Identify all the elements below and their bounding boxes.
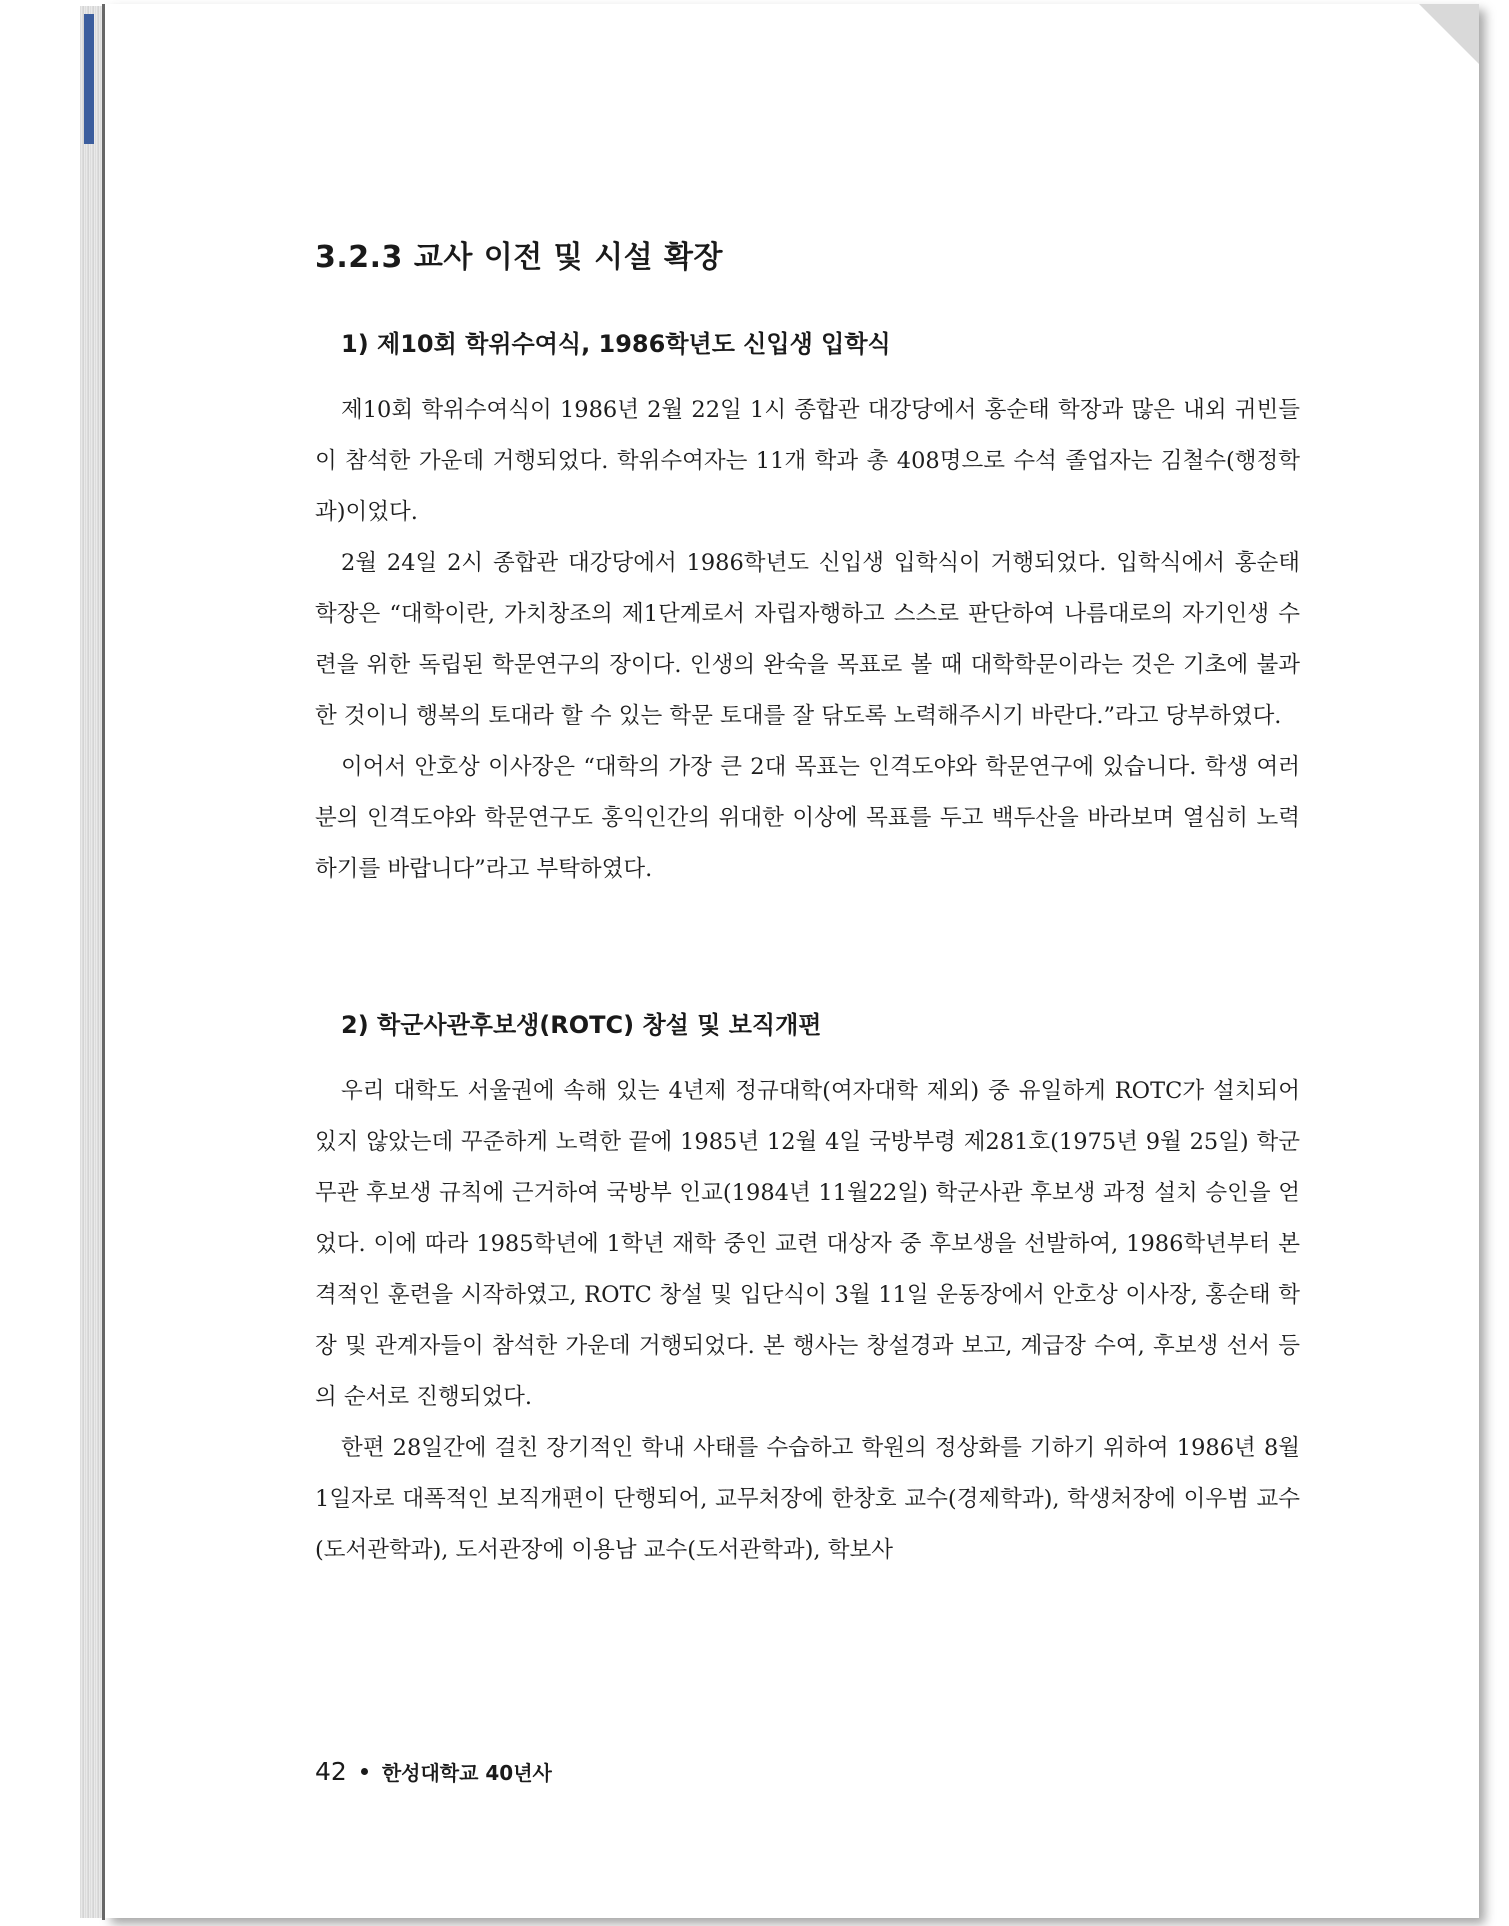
- book-page-edges: [80, 6, 104, 1918]
- book-cover-edge: [84, 14, 94, 144]
- book-title: 한성대학교 40년사: [381, 1761, 552, 1785]
- section-title: 3.2.3 교사 이전 및 시설 확장: [315, 240, 723, 275]
- paragraph: 우리 대학도 서울권에 속해 있는 4년제 정규대학(여자대학 제외) 중 유일하게 ROTC가 설치되어 있지 않았는데 꾸준하게 노력한 끝에 1985년 12월 4일 국방부령 제281호(1975년 9월 25일) 학군무관 후보생 규칙에 근거하여 국방부 인교(1984년 11월22일) 학군사관 후보생 과정 설치 승인을 얻었다. 이에 따라 1985학년에 1학년 재학 중인 교련 대상자 중 후보생을 선발하여, 1986학년부터 본격적인 훈련을 시작하였고, ROTC 창설 및 입단식이 3월 11일 운동장에서 안호상 이사장, 홍순태 학장 및 관계자들이 참석한 가운데 거행되었다. 본 행사는 창설경과 보고, 계급장 수여, 후보생 선서 등의 순서로 진행되었다.: [315, 1078, 1300, 1410]
- paragraph: 한편 28일간에 걸친 장기적인 학내 사태를 수습하고 학원의 정상화를 기하기 위하여 1986년 8월 1일자로 대폭적인 보직개편이 단행되어, 교무처장에 한창호 교수(경제학과), 학생처장에 이우범 교수(도서관학과), 도서관장에 이용남 교수(도서관학과), 학보사: [315, 1435, 1300, 1563]
- subsection-heading-1: 1) 제10회 학위수여식, 1986학년도 신입생 입학식: [341, 330, 891, 358]
- page-footer: [315, 1757, 552, 1786]
- page-number: 42: [315, 1757, 347, 1786]
- page-corner: [1419, 4, 1479, 64]
- paragraph: 2월 24일 2시 종합관 대강당에서 1986학년도 신입생 입학식이 거행되었다. 입학식에서 홍순태 학장은 “대학이란, 가치창조의 제1단계로서 자립자행하고 스스로 판단하여 나름대로의 자기인생 수련을 위한 독립된 학문연구의 장이다. 인생의 완숙을 목표로 볼 때 대학학문이라는 것은 기초에 불과한 것이니 행복의 토대라 할 수 있는 학문 토대를 잘 닦도록 노력해주시기 바란다.”라고 당부하였다.: [315, 550, 1300, 729]
- paragraph: 이어서 안호상 이사장은 “대학의 가장 큰 2대 목표는 인격도야와 학문연구에 있습니다. 학생 여러분의 인격도야와 학문연구도 홍익인간의 위대한 이상에 목표를 두고 백두산을 바라보며 열심히 노력하기를 바랍니다”라고 부탁하였다.: [315, 754, 1300, 882]
- paragraph: 제10회 학위수여식이 1986년 2월 22일 1시 종합관 대강당에서 홍순태 학장과 많은 내외 귀빈들이 참석한 가운데 거행되었다. 학위수여자는 11개 학과 총 408명으로 수석 졸업자는 김철수(행정학과)이었다.: [315, 397, 1300, 525]
- page-content: [315, 232, 1300, 1576]
- bullet-separator: [361, 1768, 368, 1775]
- subsection-heading-2: 2) 학군사관후보생(ROTC) 창설 및 보직개편: [341, 1011, 822, 1039]
